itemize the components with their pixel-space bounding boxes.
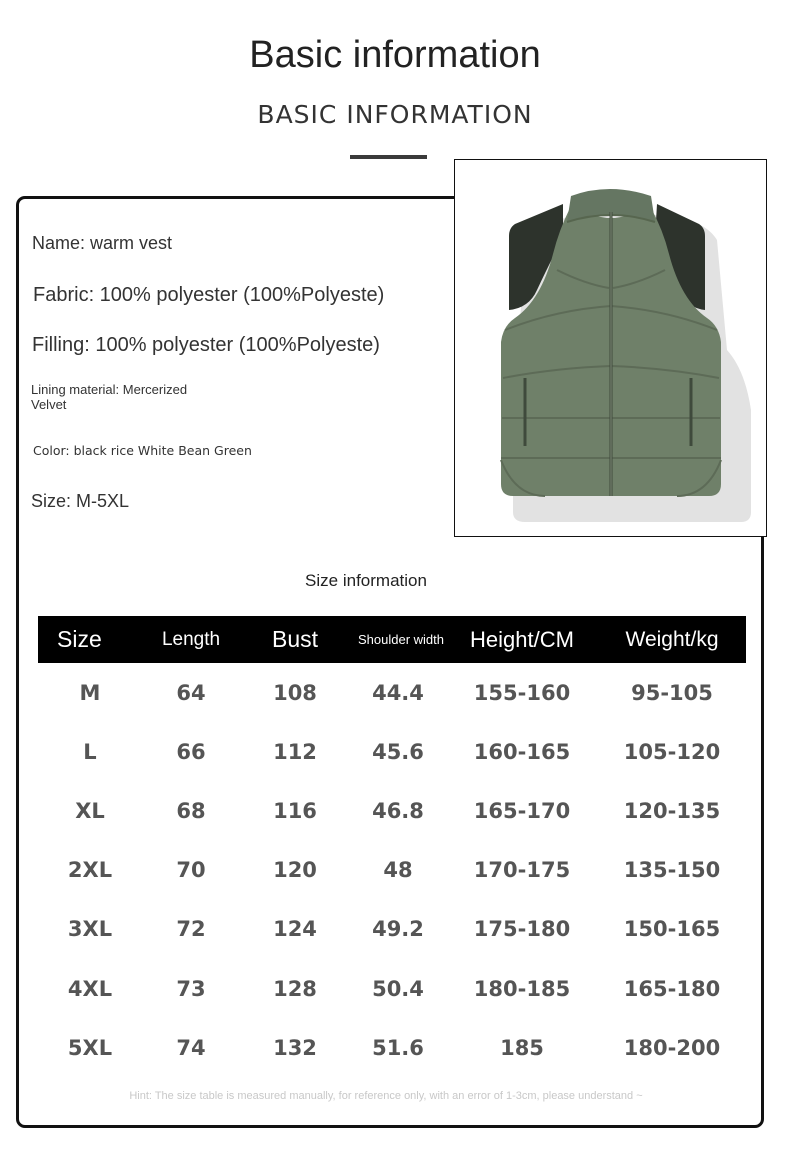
cell-shoulder: 46.8 (372, 798, 424, 823)
header-shoulder-width: Shoulder width (350, 616, 446, 663)
cell-length: 70 (176, 858, 206, 883)
cell-shoulder: 49.2 (372, 917, 424, 942)
cell-shoulder: 45.6 (372, 739, 424, 764)
header-bust: Bust (240, 616, 350, 663)
product-filling: Filling: 100% polyester (100%Polyeste) (32, 334, 380, 356)
cell-weight: 180-200 (623, 1035, 721, 1060)
cell-height: 175-180 (473, 917, 571, 942)
cell-height: 155-160 (473, 680, 571, 705)
cell-length: 64 (176, 680, 206, 705)
cell-height: 185 (500, 1035, 544, 1060)
cell-size: L (83, 739, 97, 764)
product-image (454, 159, 767, 537)
cell-shoulder: 51.6 (372, 1035, 424, 1060)
size-table (38, 616, 746, 1077)
cell-shoulder: 44.4 (372, 680, 424, 705)
cell-bust: 120 (273, 858, 317, 883)
cell-weight: 135-150 (623, 858, 721, 883)
cell-bust: 116 (273, 798, 317, 823)
header-height: Height/CM (446, 616, 598, 663)
table-row (38, 781, 746, 840)
title-underline (350, 155, 427, 159)
cell-size: XL (75, 798, 105, 823)
size-info-title: Size information (305, 571, 427, 590)
product-name: Name: warm vest (32, 233, 173, 253)
header-length: Length (142, 616, 240, 663)
cell-length: 72 (176, 917, 206, 942)
cell-length: 73 (176, 976, 206, 1001)
product-fabric: Fabric: 100% polyester (100%Polyeste) (33, 284, 385, 306)
product-lining: Lining material: Mercerized Velvet (31, 382, 188, 412)
cell-weight: 95-105 (631, 680, 713, 705)
table-row (38, 663, 746, 722)
cell-length: 74 (176, 1035, 206, 1060)
cell-length: 68 (176, 798, 206, 823)
table-row (38, 841, 746, 900)
product-size: Size: M-5XL (31, 491, 130, 511)
vest-illustration (455, 160, 765, 535)
page-subtitle: BASIC INFORMATION (257, 100, 533, 129)
cell-size: 2XL (67, 858, 113, 883)
cell-bust: 132 (273, 1035, 317, 1060)
size-hint: Hint: The size table is measured manually, for reference only, with an error of 1-3cm, please understand ~ (129, 1090, 643, 1102)
cell-size: 4XL (67, 976, 113, 1001)
table-row (38, 1018, 746, 1077)
cell-height: 160-165 (473, 739, 571, 764)
cell-bust: 112 (273, 739, 317, 764)
cell-weight: 165-180 (623, 976, 721, 1001)
header-size: Size (38, 616, 142, 663)
cell-size: M (79, 680, 101, 705)
cell-height: 170-175 (473, 858, 571, 883)
cell-bust: 108 (273, 680, 317, 705)
header-weight: Weight/kg (598, 616, 746, 663)
cell-weight: 105-120 (623, 739, 721, 764)
cell-size: 5XL (67, 1035, 113, 1060)
cell-height: 180-185 (473, 976, 571, 1001)
table-row (38, 959, 746, 1018)
cell-weight: 150-165 (623, 917, 721, 942)
cell-weight: 120-135 (623, 798, 721, 823)
cell-length: 66 (176, 739, 206, 764)
cell-shoulder: 50.4 (372, 976, 424, 1001)
cell-shoulder: 48 (383, 858, 413, 883)
size-table-header (38, 616, 746, 663)
cell-bust: 128 (273, 976, 317, 1001)
product-color: Color: black rice White Bean Green (33, 443, 252, 458)
cell-height: 165-170 (473, 798, 571, 823)
table-row (38, 722, 746, 781)
table-row (38, 900, 746, 959)
cell-bust: 124 (273, 917, 317, 942)
cell-size: 3XL (67, 917, 113, 942)
page-title: Basic information (249, 34, 541, 76)
